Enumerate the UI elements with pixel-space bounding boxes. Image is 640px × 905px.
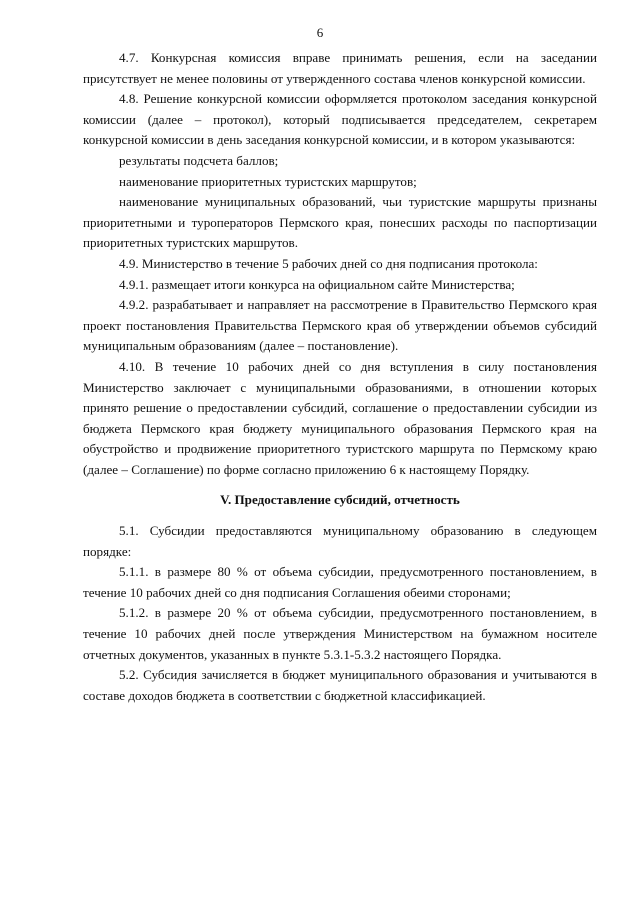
paragraph-5-2: 5.2. Субсидия зачисляется в бюджет муниципального образования и учитываются в составе доходов бюджета в соответствии с бюджетной классификацией. (83, 667, 597, 703)
paragraph-4-7: 4.7. Конкурсная комиссия вправе принимать решения, если на заседании присутствует не менее половины от утвержденного состава членов конкурсной комиссии. (83, 50, 597, 86)
list-item: наименование муниципальных образований, чьи туристские маршруты признаны приоритетными и туроператоров Пермского края, понесших расходы по паспортизации приоритетных туристских маршрутов. (83, 194, 597, 251)
paragraph-4-8: 4.8. Решение конкурсной комиссии оформляется протоколом заседания конкурсной комиссии (далее – протокол), который подписывается председателем, секретарем конкурсной комиссии в день заседания конкурсной комиссии, и в котором указываются: (83, 91, 597, 148)
paragraph-4-9-2: 4.9.2. разрабатывает и направляет на рассмотрение в Правительство Пермского края проект постановления Правительства Пермского края об утверждении объемов субсидий муниципальным образованиям (далее – постановление). (83, 297, 597, 354)
paragraph-4-9-1: 4.9.1. размещает итоги конкурса на официальном сайте Министерства; (119, 276, 515, 292)
paragraph-4-9: 4.9. Министерство в течение 5 рабочих дней со дня подписания протокола: (119, 255, 538, 271)
section-heading: V. Предоставление субсидий, отчетность (220, 492, 460, 508)
page-number: 6 (316, 25, 324, 40)
list-item: результаты подсчета баллов; (119, 152, 279, 168)
paragraph-5-1-2: 5.1.2. в размере 20 % от объема субсидии, предусмотренного постановлением, в течение 10 рабочих дней после утверждения Министерством на бумажном носителе отчетных документов, указанных в пункте 5.3.1-5.3.2 настоящего Порядка. (83, 605, 597, 662)
paragraph-4-10: 4.10. В течение 10 рабочих дней со дня вступления в силу постановления Министерство заключает с муниципальными образованиями, в отношении которых принято решение о предоставлении субсидий, соглашение о предоставлении субсидии из бюджета Пермского края бюджету муниципального образования Пермского края на обустройство и продвижение приоритетного туристского маршрута по Пермскому краю (далее – Соглашение) по форме согласно приложению 6 к настоящему Порядку. (83, 358, 597, 477)
list-item: наименование приоритетных туристских маршрутов; (119, 173, 417, 189)
paragraph-5-1-1: 5.1.1. в размере 80 % от объема субсидии, предусмотренного постановлением, в течение 10 рабочих дней со дня подписания Соглашения обеими сторонами; (83, 564, 597, 600)
paragraph-5-1: 5.1. Субсидии предоставляются муниципальному образованию в следующем порядке: (83, 523, 597, 559)
document-body (83, 48, 597, 706)
